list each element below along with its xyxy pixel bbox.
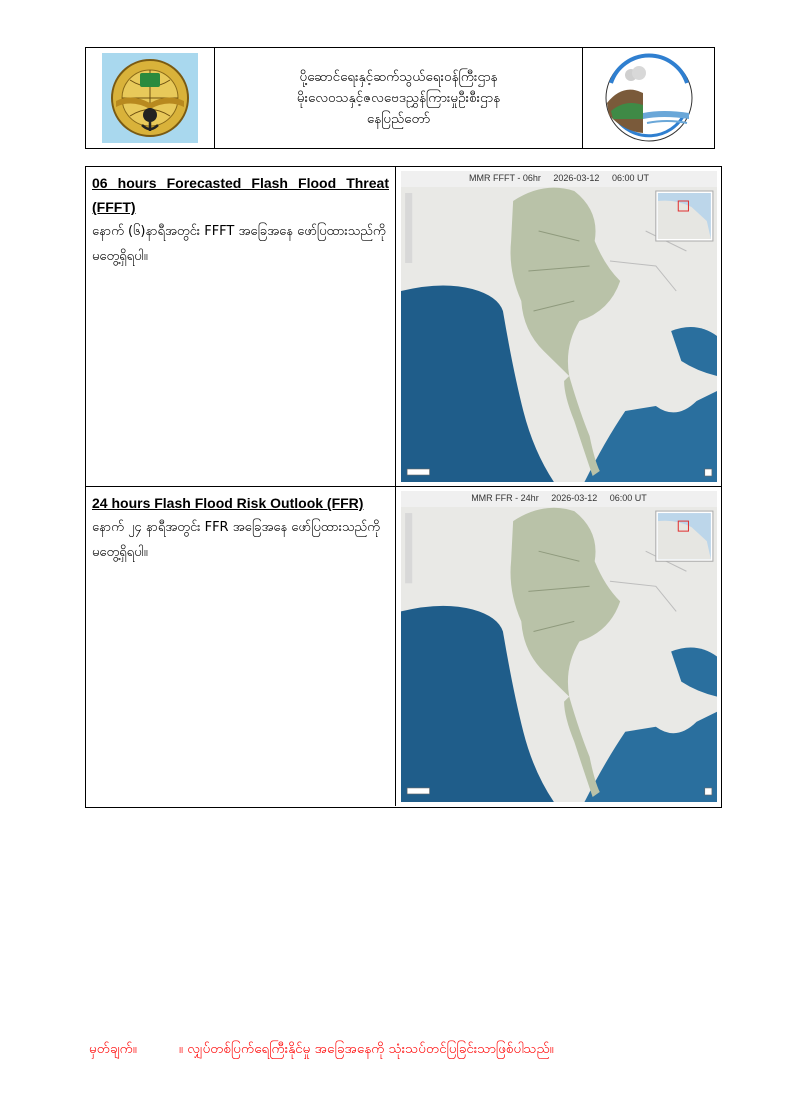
ffft-title: 06 hours Forecasted Flash Flood Threat [92,175,389,191]
ministry-name: ပို့ဆောင်ရေးနှင့်ဆက်သွယ်ရေးဝန်ကြီးဌာန [299,68,498,85]
ffft-row [86,167,721,487]
ministry-logo [102,53,198,143]
document-header [85,47,715,149]
ffft-description: နောက် (၆)နာရီအတွင်း FFFT အခြေအနေ ဖော်ပြထားသည်ကို မတွေ့ရှိရပါ။ [92,224,386,264]
department-logo-cell [583,48,714,148]
ffft-map-product: MMR FFFT - 06hr [469,173,541,183]
ffft-map-cell [397,167,721,486]
ffr-map-time: 06:00 UT [609,493,647,503]
ffr-map-caption [401,493,717,503]
department-name: မိုးလေဝသနှင့်ဇလဗေဒညွှန်ကြားမှုဦးစီးဌာန [296,89,501,106]
ffr-map-product: MMR FFR - 24hr [471,493,539,503]
ffft-text-cell [86,167,396,486]
ffr-title: 24 hours Flash Flood Risk Outlook (FFR) [92,495,364,511]
note-text: ။ လျှပ်တစ်ပြက်ရေကြီးနိုင်မှု အခြေအနေကို သုံးသပ်တင်ပြခြင်းသာဖြစ်ပါသည်။ [178,1041,554,1057]
ffr-map-date: 2026-03-12 [551,493,598,503]
ffr-map [401,491,717,802]
ffr-row [86,487,721,806]
ministry-logo-cell [86,48,215,148]
ffft-map [401,171,717,482]
ffft-map-caption [401,173,717,183]
department-logo [593,53,705,143]
location-name: နေပြည်တော် [366,110,431,127]
flood-forecast-table [85,166,722,808]
ffr-description: နောက် ၂၄ နာရီအတွင်း FFR အခြေအနေ ဖော်ပြထားသည်ကို မတွေ့ရှိရပါ။ [92,520,380,560]
ffr-map-cell [397,487,721,806]
ffft-title-abbrev: (FFFT) [92,199,136,215]
footer-note [89,1040,554,1060]
ffft-map-date: 2026-03-12 [553,173,600,183]
header-title-cell [215,48,583,148]
ffft-map-time: 06:00 UT [611,173,649,183]
ffr-text-cell [86,487,396,806]
note-label: မှတ်ချက်။ [89,1041,137,1057]
